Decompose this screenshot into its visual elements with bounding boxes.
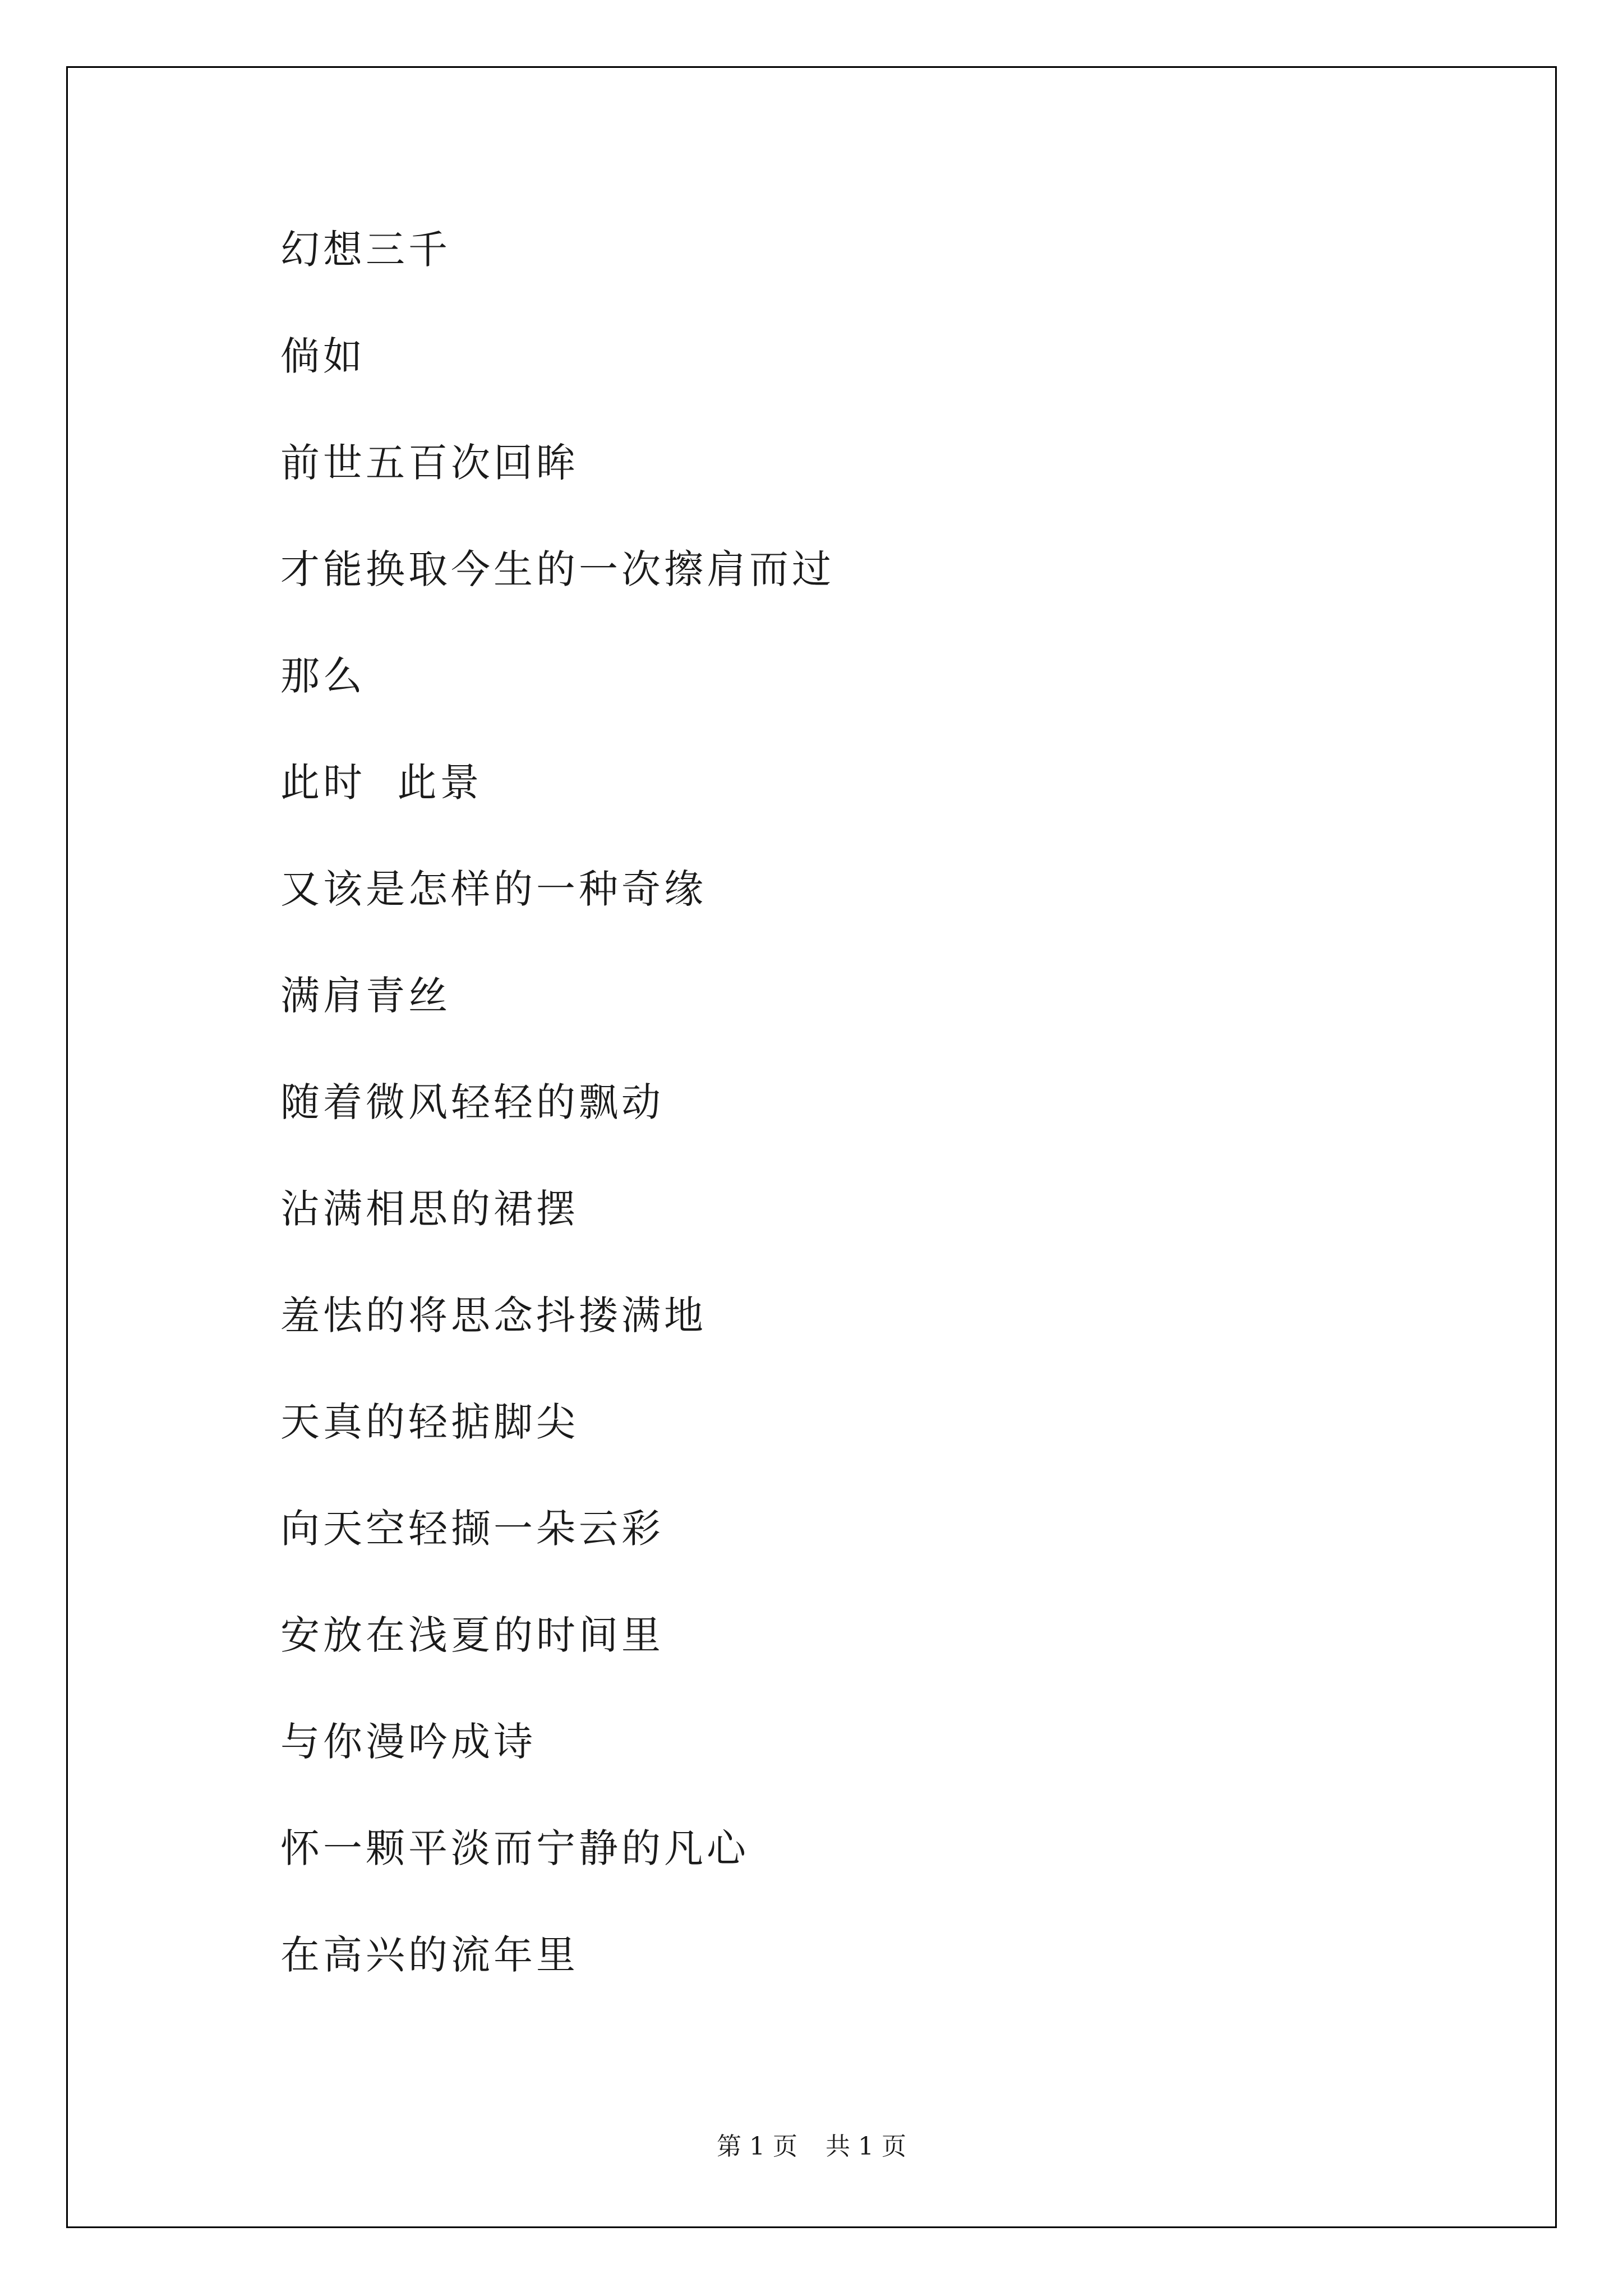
- poem-line: 倘如: [280, 333, 366, 379]
- poem-line: 才能换取今生的一次擦肩而过: [280, 546, 834, 592]
- poem-line: 安放在浅夏的时间里: [280, 1612, 664, 1658]
- poem-line: 又该是怎样的一种奇缘: [280, 866, 707, 912]
- page-number: 第 1 页: [717, 2132, 797, 2161]
- poem-line: 满肩青丝: [280, 973, 451, 1019]
- poem-line: 在高兴的流年里: [280, 1932, 579, 1978]
- poem-line: 沾满相思的裙摆: [280, 1186, 579, 1232]
- poem-line: 前世五百次回眸: [280, 440, 579, 486]
- poem-line: 羞怯的将思念抖搂满地: [280, 1292, 707, 1338]
- poem-line: 向天空轻撷一朵云彩: [280, 1506, 664, 1552]
- poem-line: 幻想三千: [280, 227, 451, 273]
- poem-line: 那么: [280, 653, 366, 699]
- poem-line: 怀一颗平淡而宁静的凡心: [280, 1825, 749, 1871]
- poem-line: 与你漫吟成诗: [280, 1719, 536, 1765]
- page-footer: [0, 2126, 1623, 2162]
- poem-line: 此时 此景: [280, 760, 483, 806]
- poem-line: 天真的轻掂脚尖: [280, 1399, 579, 1445]
- page-total: 共 1 页: [826, 2132, 906, 2161]
- poem-body: [280, 222, 834, 2033]
- poem-line: 随着微风轻轻的飘动: [280, 1079, 664, 1125]
